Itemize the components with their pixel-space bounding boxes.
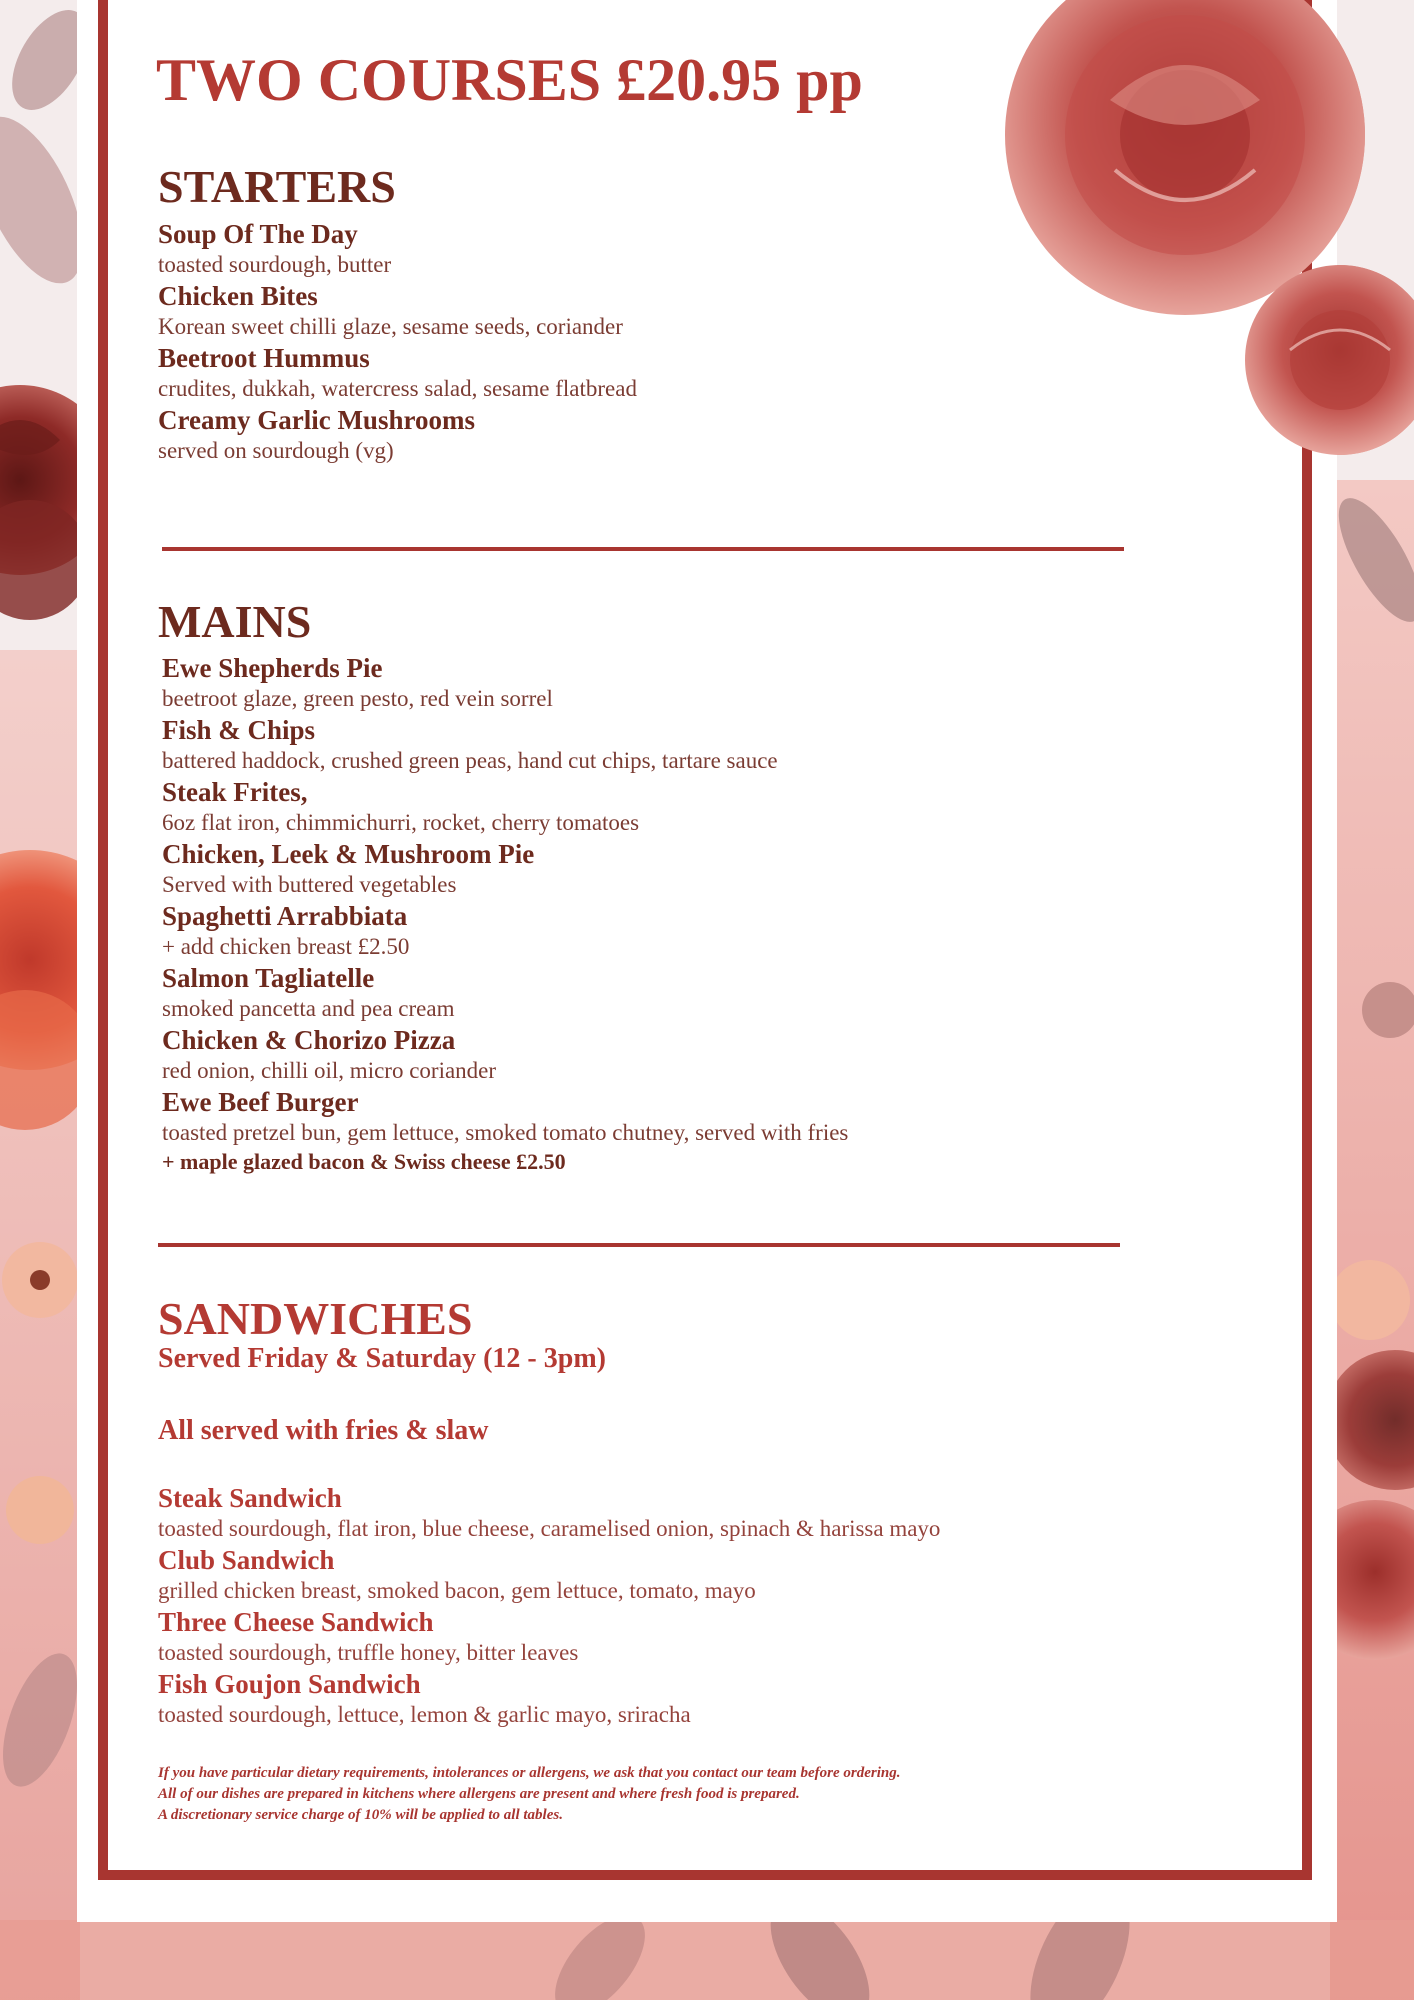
- list-item: [162, 962, 848, 1024]
- sandwiches-served-with: All served with fries & slaw: [158, 1415, 489, 1446]
- footer-line: If you have particular dietary requirements, intolerances or allergens, we ask that you contact our team before ordering.: [158, 1765, 901, 1781]
- list-item: [158, 1606, 940, 1668]
- item-description: red onion, chilli oil, micro coriander: [162, 1058, 497, 1083]
- item-description: Korean sweet chilli glaze, sesame seeds, coriander: [158, 314, 623, 339]
- item-description: Served with buttered vegetables: [162, 872, 457, 897]
- item-name: Fish & Chips: [162, 715, 316, 745]
- item-description: beetroot glaze, green pesto, red vein sorrel: [162, 686, 553, 711]
- item-name: Steak Sandwich: [158, 1483, 342, 1513]
- item-name: Club Sandwich: [158, 1545, 335, 1575]
- list-item: [162, 776, 848, 838]
- item-name: Chicken & Chorizo Pizza: [162, 1025, 456, 1055]
- footer-line: All of our dishes are prepared in kitchens where allergens are present and where fresh food is prepared.: [158, 1786, 800, 1802]
- mains-heading: MAINS: [158, 596, 312, 647]
- item-description: 6oz flat iron, chimmichurri, rocket, cherry tomatoes: [162, 810, 640, 835]
- item-description: toasted pretzel bun, gem lettuce, smoked tomato chutney, served with fries: [162, 1120, 849, 1145]
- item-name: Steak Frites,: [162, 777, 308, 807]
- list-item: [162, 652, 848, 714]
- list-item: [162, 1086, 848, 1148]
- list-item: [158, 280, 637, 342]
- item-description: toasted sourdough, lettuce, lemon & garlic mayo, sriracha: [158, 1702, 691, 1727]
- item-name: Salmon Tagliatelle: [162, 963, 375, 993]
- sandwiches-heading: SANDWICHES: [158, 1293, 473, 1344]
- item-name: Creamy Garlic Mushrooms: [158, 405, 475, 435]
- item-description: toasted sourdough, flat iron, blue cheese, caramelised onion, spinach & harissa mayo: [158, 1516, 941, 1541]
- list-item: [158, 218, 637, 280]
- sandwiches-served-times: Served Friday & Saturday (12 - 3pm): [158, 1343, 606, 1374]
- item-description: crudites, dukkah, watercress salad, sesame flatbread: [158, 376, 637, 401]
- item-description: + add chicken breast £2.50: [162, 934, 410, 959]
- mains-list: [162, 652, 848, 1176]
- list-item: [158, 1668, 940, 1730]
- item-name: Spaghetti Arrabbiata: [162, 901, 408, 931]
- list-item: [158, 404, 637, 466]
- item-description: grilled chicken breast, smoked bacon, gem lettuce, tomato, mayo: [158, 1578, 756, 1603]
- list-item: [162, 1148, 848, 1176]
- footer-line: A discretionary service charge of 10% will be applied to all tables.: [158, 1807, 563, 1823]
- list-item: [158, 1482, 940, 1544]
- burger-addon-note: + maple glazed bacon & Swiss cheese £2.50: [162, 1149, 566, 1174]
- item-name: Chicken, Leek & Mushroom Pie: [162, 839, 535, 869]
- allergen-footer: [158, 1763, 1058, 1826]
- list-item: [158, 1544, 940, 1606]
- list-item: [162, 900, 848, 962]
- item-name: Ewe Beef Burger: [162, 1087, 359, 1117]
- item-description: toasted sourdough, truffle honey, bitter leaves: [158, 1640, 579, 1665]
- item-name: Chicken Bites: [158, 281, 318, 311]
- item-name: Three Cheese Sandwich: [158, 1607, 434, 1637]
- starters-list: [158, 218, 637, 466]
- item-name: Fish Goujon Sandwich: [158, 1669, 421, 1699]
- section-divider: [162, 547, 1124, 551]
- menu-title: TWO COURSES £20.95 pp: [156, 47, 863, 113]
- item-name: Beetroot Hummus: [158, 343, 370, 373]
- list-item: [162, 714, 848, 776]
- starters-heading: STARTERS: [158, 161, 396, 212]
- section-divider: [158, 1243, 1120, 1247]
- list-item: [162, 838, 848, 900]
- sandwiches-list: [158, 1482, 940, 1730]
- item-name: Soup Of The Day: [158, 219, 358, 249]
- list-item: [162, 1024, 848, 1086]
- item-description: served on sourdough (vg): [158, 438, 394, 463]
- item-description: toasted sourdough, butter: [158, 252, 392, 277]
- item-name: Ewe Shepherds Pie: [162, 653, 383, 683]
- item-description: smoked pancetta and pea cream: [162, 996, 455, 1021]
- item-description: battered haddock, crushed green peas, hand cut chips, tartare sauce: [162, 748, 778, 773]
- list-item: [158, 342, 637, 404]
